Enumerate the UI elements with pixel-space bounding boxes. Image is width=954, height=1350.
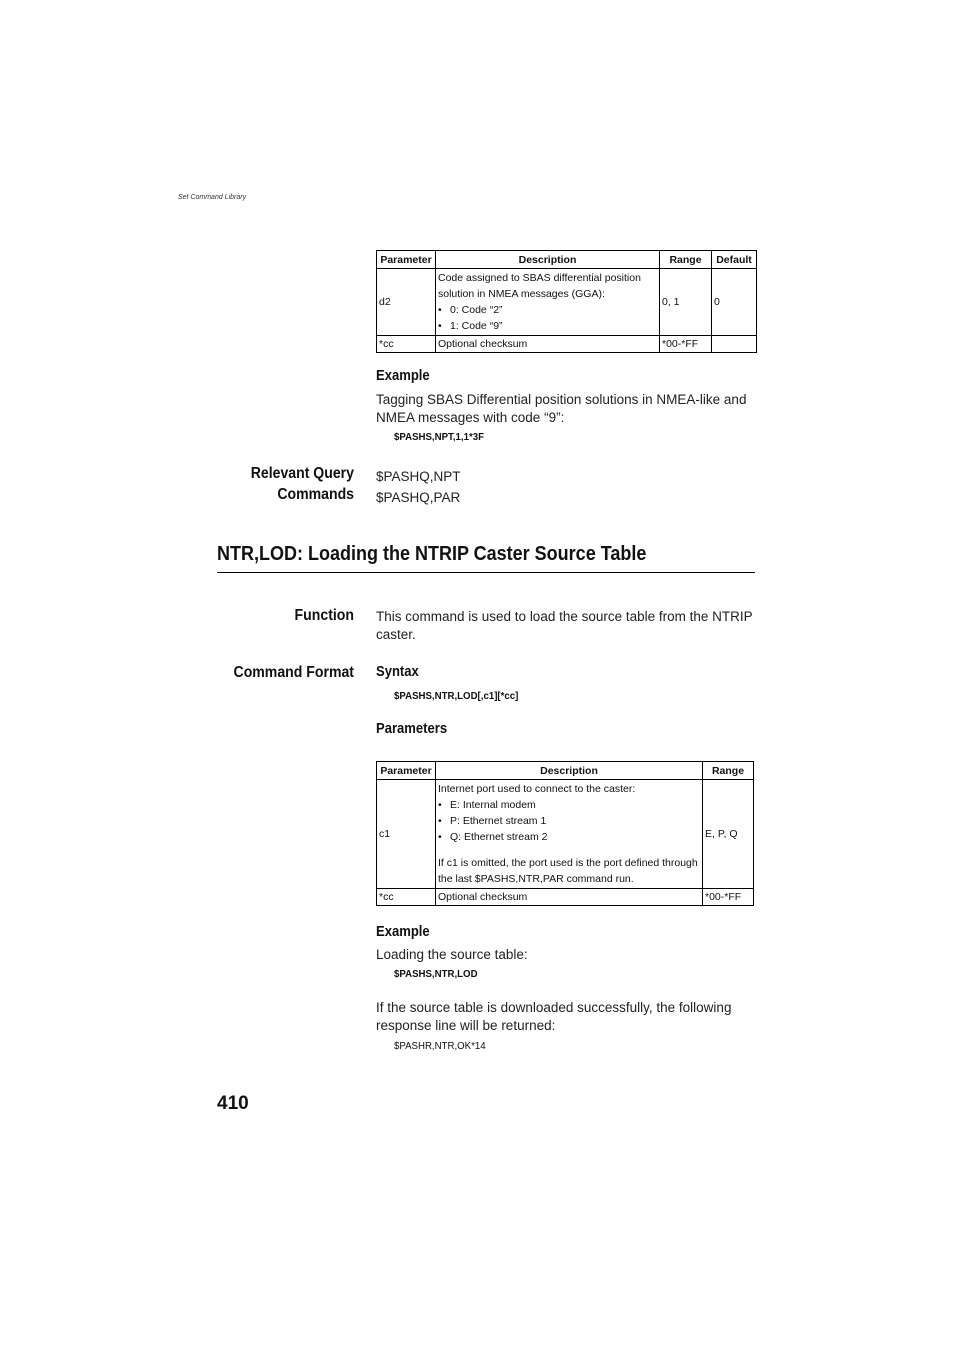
syntax-heading: Syntax: [376, 664, 419, 680]
table-header-cell: Parameter: [377, 251, 436, 269]
range-cell: E, P, Q: [703, 780, 754, 889]
parameters-heading: Parameters: [376, 721, 448, 737]
table-header-cell: Description: [436, 762, 703, 780]
parameters-table-ntr-lod: [376, 761, 754, 906]
description-cell: [436, 269, 660, 336]
response-line: $PASHR,NTR,OK*14: [394, 1040, 486, 1052]
table-row: [377, 889, 754, 906]
range-cell: *00-*FF: [660, 336, 712, 353]
example-heading: Example: [376, 924, 430, 940]
section-title: NTR,LOD: Loading the NTRIP Caster Source Table: [217, 543, 647, 565]
description-line: Code assigned to SBAS differential position: [438, 272, 641, 284]
example-heading: Example: [376, 368, 430, 384]
response-text: If the source table is downloaded successfully, the following response line will be returned:: [376, 1000, 732, 1033]
table-row: [377, 269, 757, 336]
relevant-query-list: [376, 466, 461, 508]
example-text: Loading the source table:: [376, 947, 528, 962]
query-command: $PASHQ,PAR: [376, 490, 461, 505]
note-line: If c1 is omitted, the port used is the port defined through: [438, 857, 698, 869]
table-header-cell: Range: [660, 251, 712, 269]
example-command: $PASHS,NTR,LOD: [394, 968, 478, 980]
bullet-item: • 1: Code “9”: [438, 318, 657, 334]
description-line: solution in NMEA messages (GGA):: [438, 288, 605, 300]
running-head: Set Command Library: [178, 194, 247, 201]
range-cell: 0, 1: [660, 269, 712, 336]
default-cell: 0: [712, 269, 757, 336]
function-heading: Function: [294, 607, 354, 624]
bullet-item: • 0: Code “2”: [438, 302, 657, 318]
table-header-cell: Parameter: [377, 762, 436, 780]
description-line: Internet port used to connect to the caster:: [438, 783, 636, 795]
syntax-command: $PASHS,NTR,LOD[,c1][*cc]: [394, 690, 519, 702]
param-cell: *cc: [377, 889, 436, 906]
note-line: the last $PASHS,NTR,PAR command run.: [438, 873, 634, 885]
param-cell: c1: [377, 780, 436, 889]
bullet-item: • E: Internal modem: [438, 797, 700, 813]
table-row: [377, 336, 757, 353]
command-format-heading: Command Format: [233, 664, 354, 681]
example-command: $PASHS,NPT,1,1*3F: [394, 431, 485, 443]
description-cell: [436, 780, 703, 889]
default-cell: [712, 336, 757, 353]
section-divider: [217, 572, 755, 573]
table-header-cell: Default: [712, 251, 757, 269]
example-text: Tagging SBAS Differential position solutions in NMEA-like and NMEA messages with code “9”:: [376, 392, 747, 425]
param-cell: d2: [377, 269, 436, 336]
table-header-cell: Description: [436, 251, 660, 269]
table-header-row: [377, 251, 757, 269]
page-number: 410: [217, 1093, 249, 1114]
heading-line: Commands: [277, 486, 354, 503]
range-cell: *00-*FF: [703, 889, 754, 906]
function-text: This command is used to load the source table from the NTRIP caster.: [376, 609, 753, 642]
table-header-row: [377, 762, 754, 780]
param-cell: *cc: [377, 336, 436, 353]
bullet-item: • P: Ethernet stream 1: [438, 813, 700, 829]
table-header-cell: Range: [703, 762, 754, 780]
bullet-item: • Q: Ethernet stream 2: [438, 829, 700, 845]
query-command: $PASHQ,NPT: [376, 469, 461, 484]
spacer: [438, 845, 700, 855]
parameters-table-npt: [376, 250, 757, 353]
relevant-query-heading: [201, 463, 354, 505]
description-cell: Optional checksum: [436, 336, 660, 353]
heading-line: Relevant Query: [250, 465, 354, 482]
description-cell: Optional checksum: [436, 889, 703, 906]
table-row: [377, 780, 754, 889]
